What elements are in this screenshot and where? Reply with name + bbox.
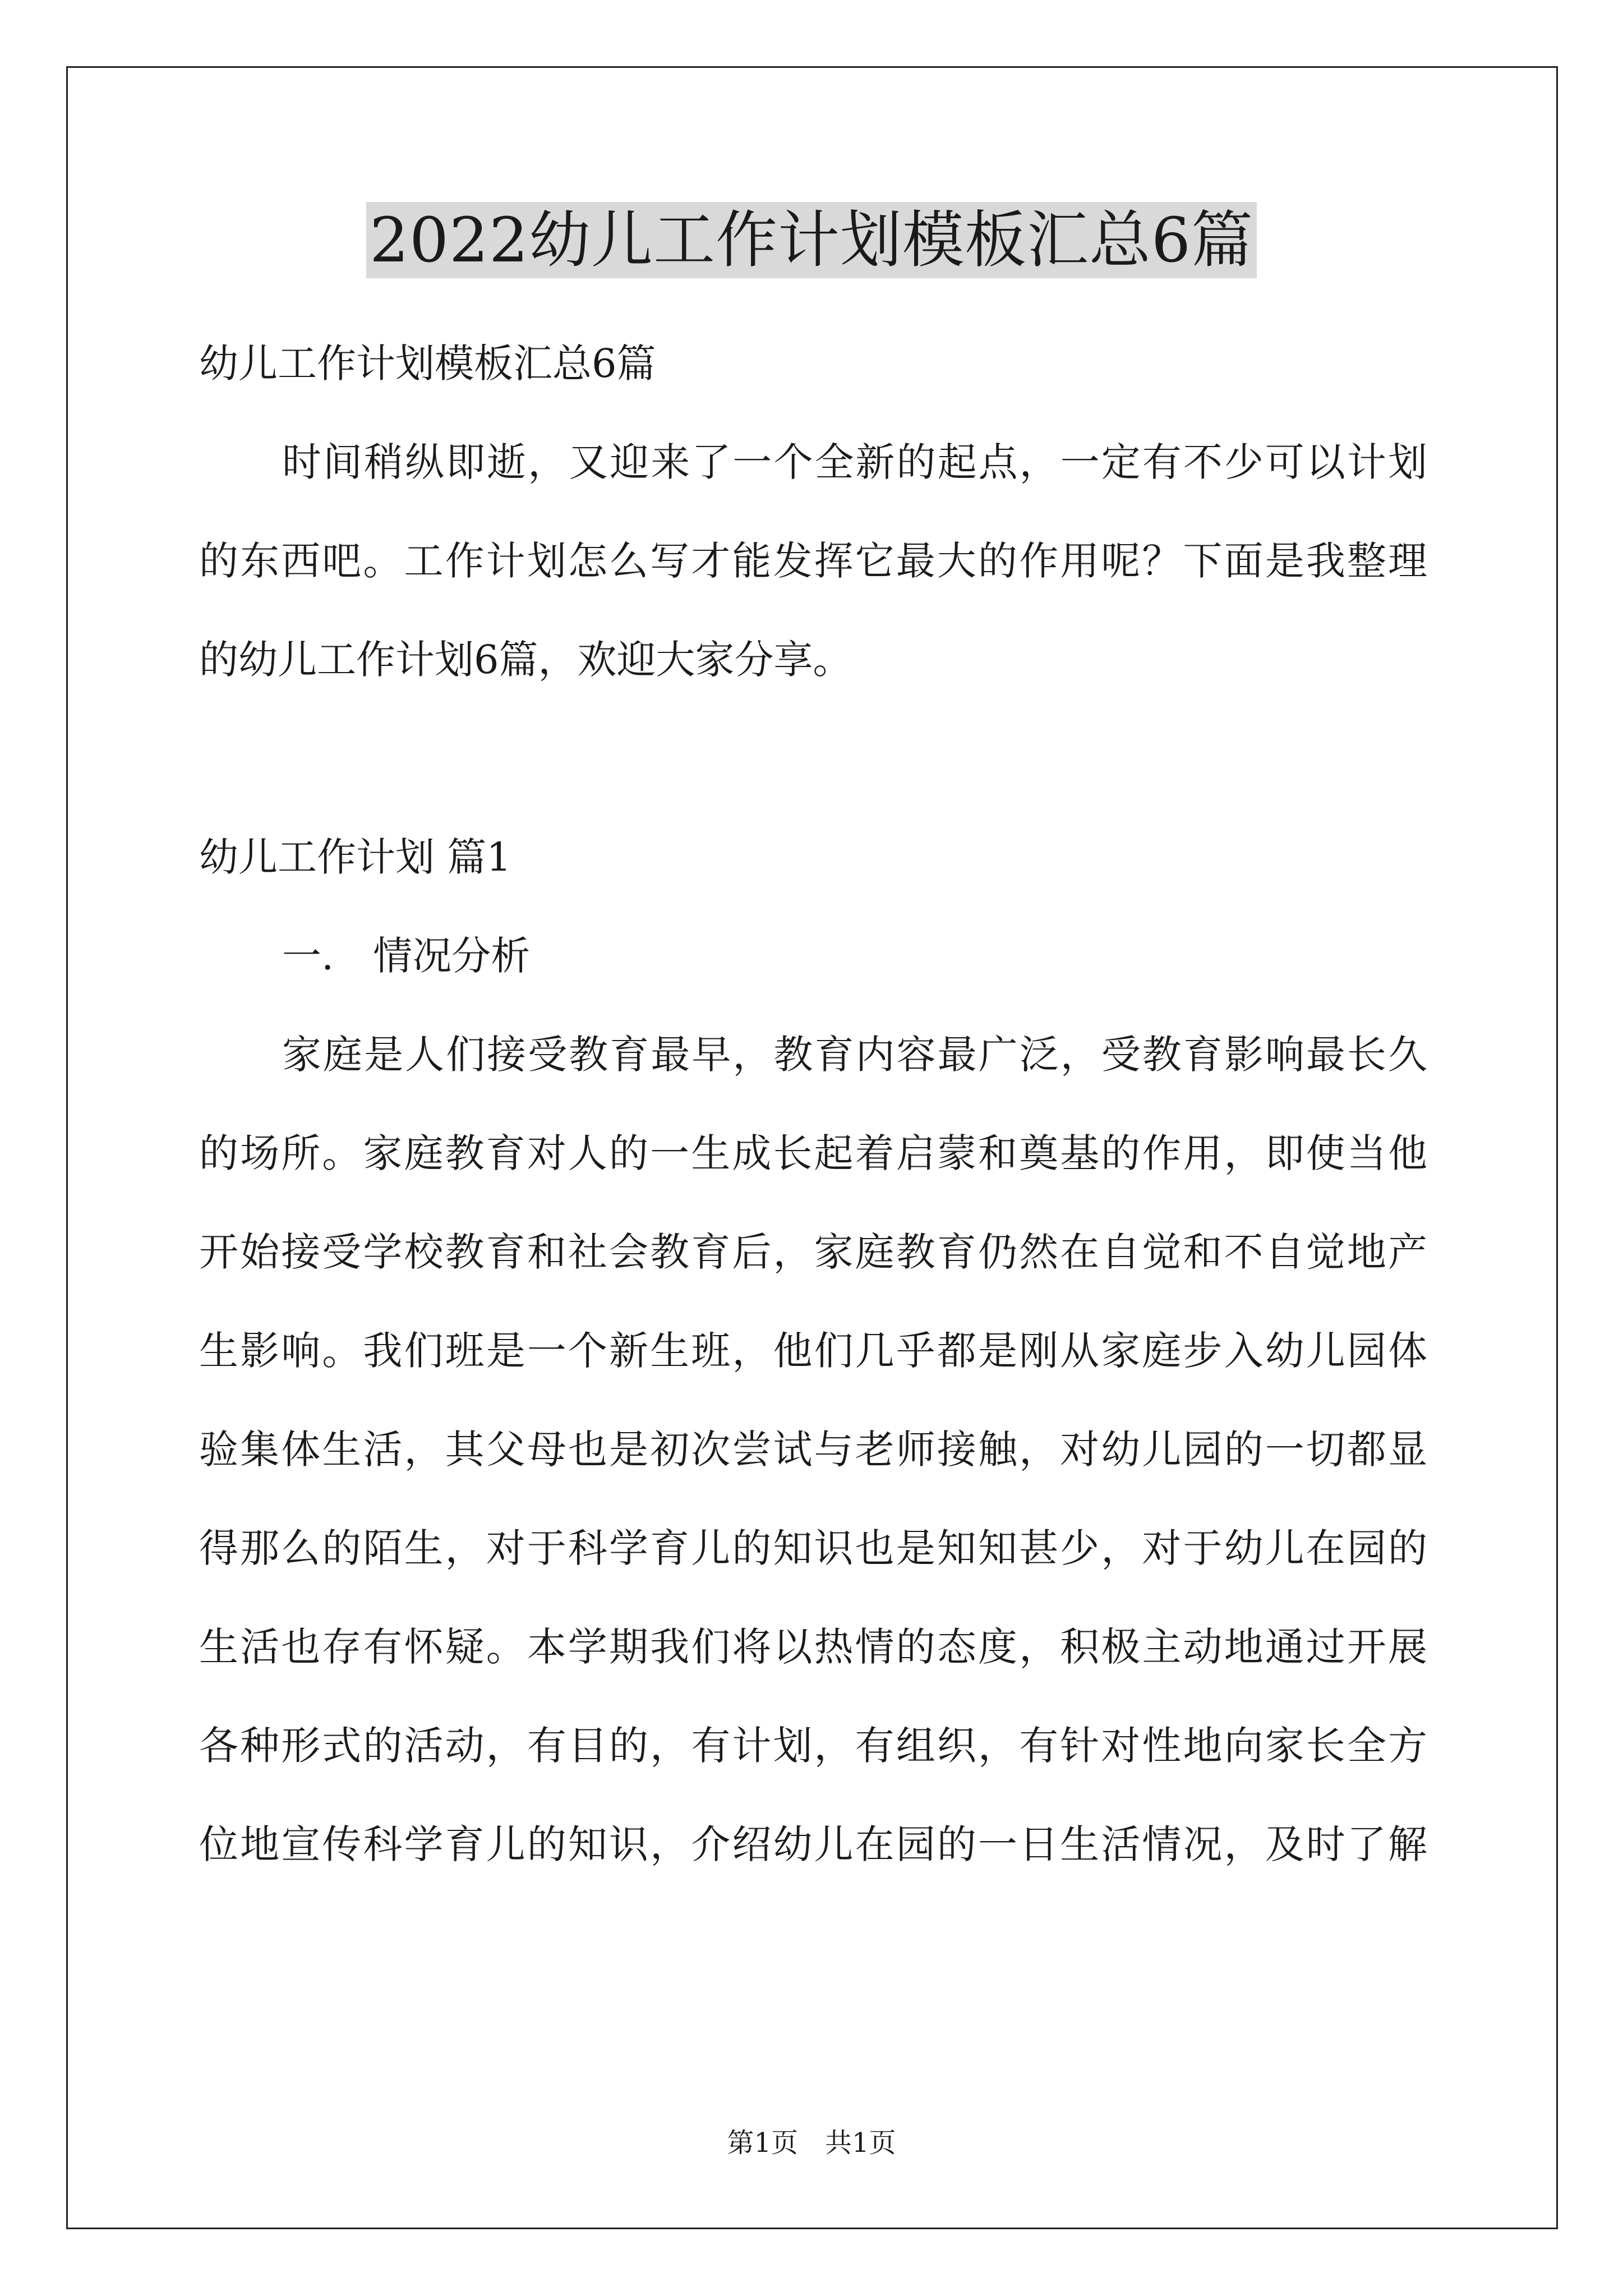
document-subtitle: 幼儿工作计划模板汇总6篇: [199, 341, 656, 386]
intro-line: 时间稍纵即逝，又迎来了一个全新的起点，一定有不少可以计划: [282, 439, 1427, 485]
intro-line: 的幼儿工作计划6篇，欢迎大家分享。: [199, 637, 852, 683]
body-line: 各种形式的活动，有目的，有计划，有组织，有针对性地向家长全方: [199, 1723, 1427, 1769]
body-line: 家庭是人们接受教育最早，教育内容最广泛，受教育影响最长久: [282, 1032, 1427, 1078]
page-footer: 第1页 共1页: [727, 2127, 896, 2159]
body-line: 位地宣传科学育儿的知识，介绍幼儿在园的一日生活情况，及时了解: [199, 1821, 1427, 1867]
section-heading: 幼儿工作计划 篇1: [199, 834, 511, 880]
body-line: 生活也存有怀疑。本学期我们将以热情的态度，积极主动地通过开展: [199, 1624, 1427, 1670]
body-line: 的场所。家庭教育对人的一生成长起着启蒙和奠基的作用，即使当他: [199, 1130, 1427, 1176]
intro-line: 的东西吧。工作计划怎么写才能发挥它最大的作用呢？下面是我整理: [199, 538, 1427, 584]
title-container: [0, 202, 1623, 278]
body-line: 得那么的陌生，对于科学育儿的知识也是知知甚少，对于幼儿在园的: [199, 1525, 1427, 1571]
document-title: 2022幼儿工作计划模板汇总6篇: [366, 202, 1257, 278]
body-line: 验集体生活，其父母也是初次尝试与老师接触，对幼儿园的一切都显: [199, 1427, 1427, 1473]
document-body: [199, 314, 1427, 1894]
body-line: 生影响。我们班是一个新生班，他们几乎都是刚从家庭步入幼儿园体: [199, 1328, 1427, 1374]
section-subheading: 一. 情况分析: [282, 933, 531, 979]
body-line: 开始接受学校教育和社会教育后，家庭教育仍然在自觉和不自觉地产: [199, 1229, 1427, 1275]
spacer: [199, 709, 1427, 808]
